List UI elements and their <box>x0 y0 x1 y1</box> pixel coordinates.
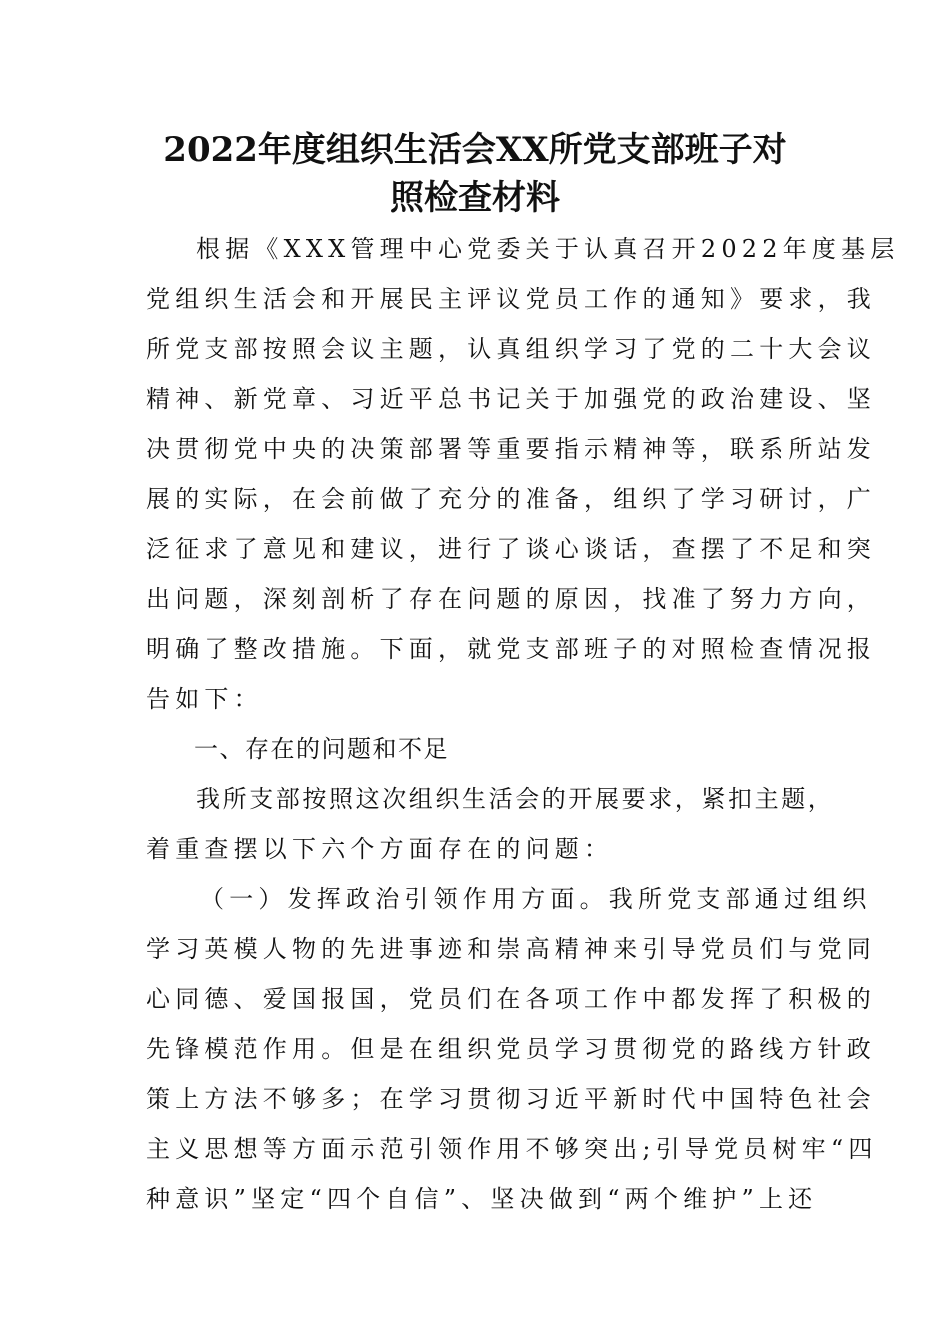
subsection-paragraph-line: 主义思想等方面示范引领作用不够突出;引导党员树牢“四 <box>146 1135 878 1163</box>
intro-paragraph-line: 明确了整改措施。下面，就党支部班子的对照检查情况报 <box>146 635 876 663</box>
intro-paragraph-line: 所党支部按照会议主题，认真组织学习了党的二十大会议 <box>146 335 876 363</box>
subsection-paragraph-line: 先锋模范作用。但是在组织党员学习贯彻党的路线方针政 <box>146 1035 876 1063</box>
document-title-line-2: 照检查材料 <box>390 178 560 218</box>
section-heading: 一、存在的问题和不足 <box>194 735 449 763</box>
subsection-paragraph-line: 心同德、爱国报国，党员们在各项工作中都发挥了积极的 <box>146 985 876 1013</box>
intro-paragraph-line: 泛征求了意见和建议，进行了谈心谈话，查摆了不足和突 <box>146 535 876 563</box>
intro-paragraph-line: 告如下： <box>146 685 263 713</box>
section-paragraph-line: 着重查摆以下六个方面存在的问题： <box>146 835 614 863</box>
section-paragraph-line: 我所支部按照这次组织生活会的开展要求，紧扣主题， <box>196 785 835 813</box>
intro-paragraph-line: 出问题，深刻剖析了存在问题的原因，找准了努力方向， <box>146 585 876 613</box>
intro-paragraph-line: 决贯彻党中央的决策部署等重要指示精神等，联系所站发 <box>146 435 876 463</box>
subsection-paragraph-line: 学习英模人物的先进事迹和崇高精神来引导党员们与党同 <box>146 935 876 963</box>
intro-paragraph-line: 根据《XXX管理中心党委关于认真召开2022年度基层 <box>196 235 900 263</box>
intro-paragraph-line: 党组织生活会和开展民主评议党员工作的通知》要求，我 <box>146 285 876 313</box>
document-title-line-1: 2022年度组织生活会XX所党支部班子对 <box>163 130 787 170</box>
intro-paragraph-line: 展的实际，在会前做了充分的准备，组织了学习研讨，广 <box>146 485 876 513</box>
subsection-paragraph-line: （一）发挥政治引领作用方面。我所党支部通过组织 <box>200 885 872 913</box>
subsection-paragraph-line: 种意识”坚定“四个自信”、坚决做到“两个维护”上还 <box>146 1185 818 1213</box>
subsection-paragraph-line: 策上方法不够多；在学习贯彻习近平新时代中国特色社会 <box>146 1085 876 1113</box>
intro-paragraph-line: 精神、新党章、习近平总书记关于加强党的政治建设、坚 <box>146 385 876 413</box>
